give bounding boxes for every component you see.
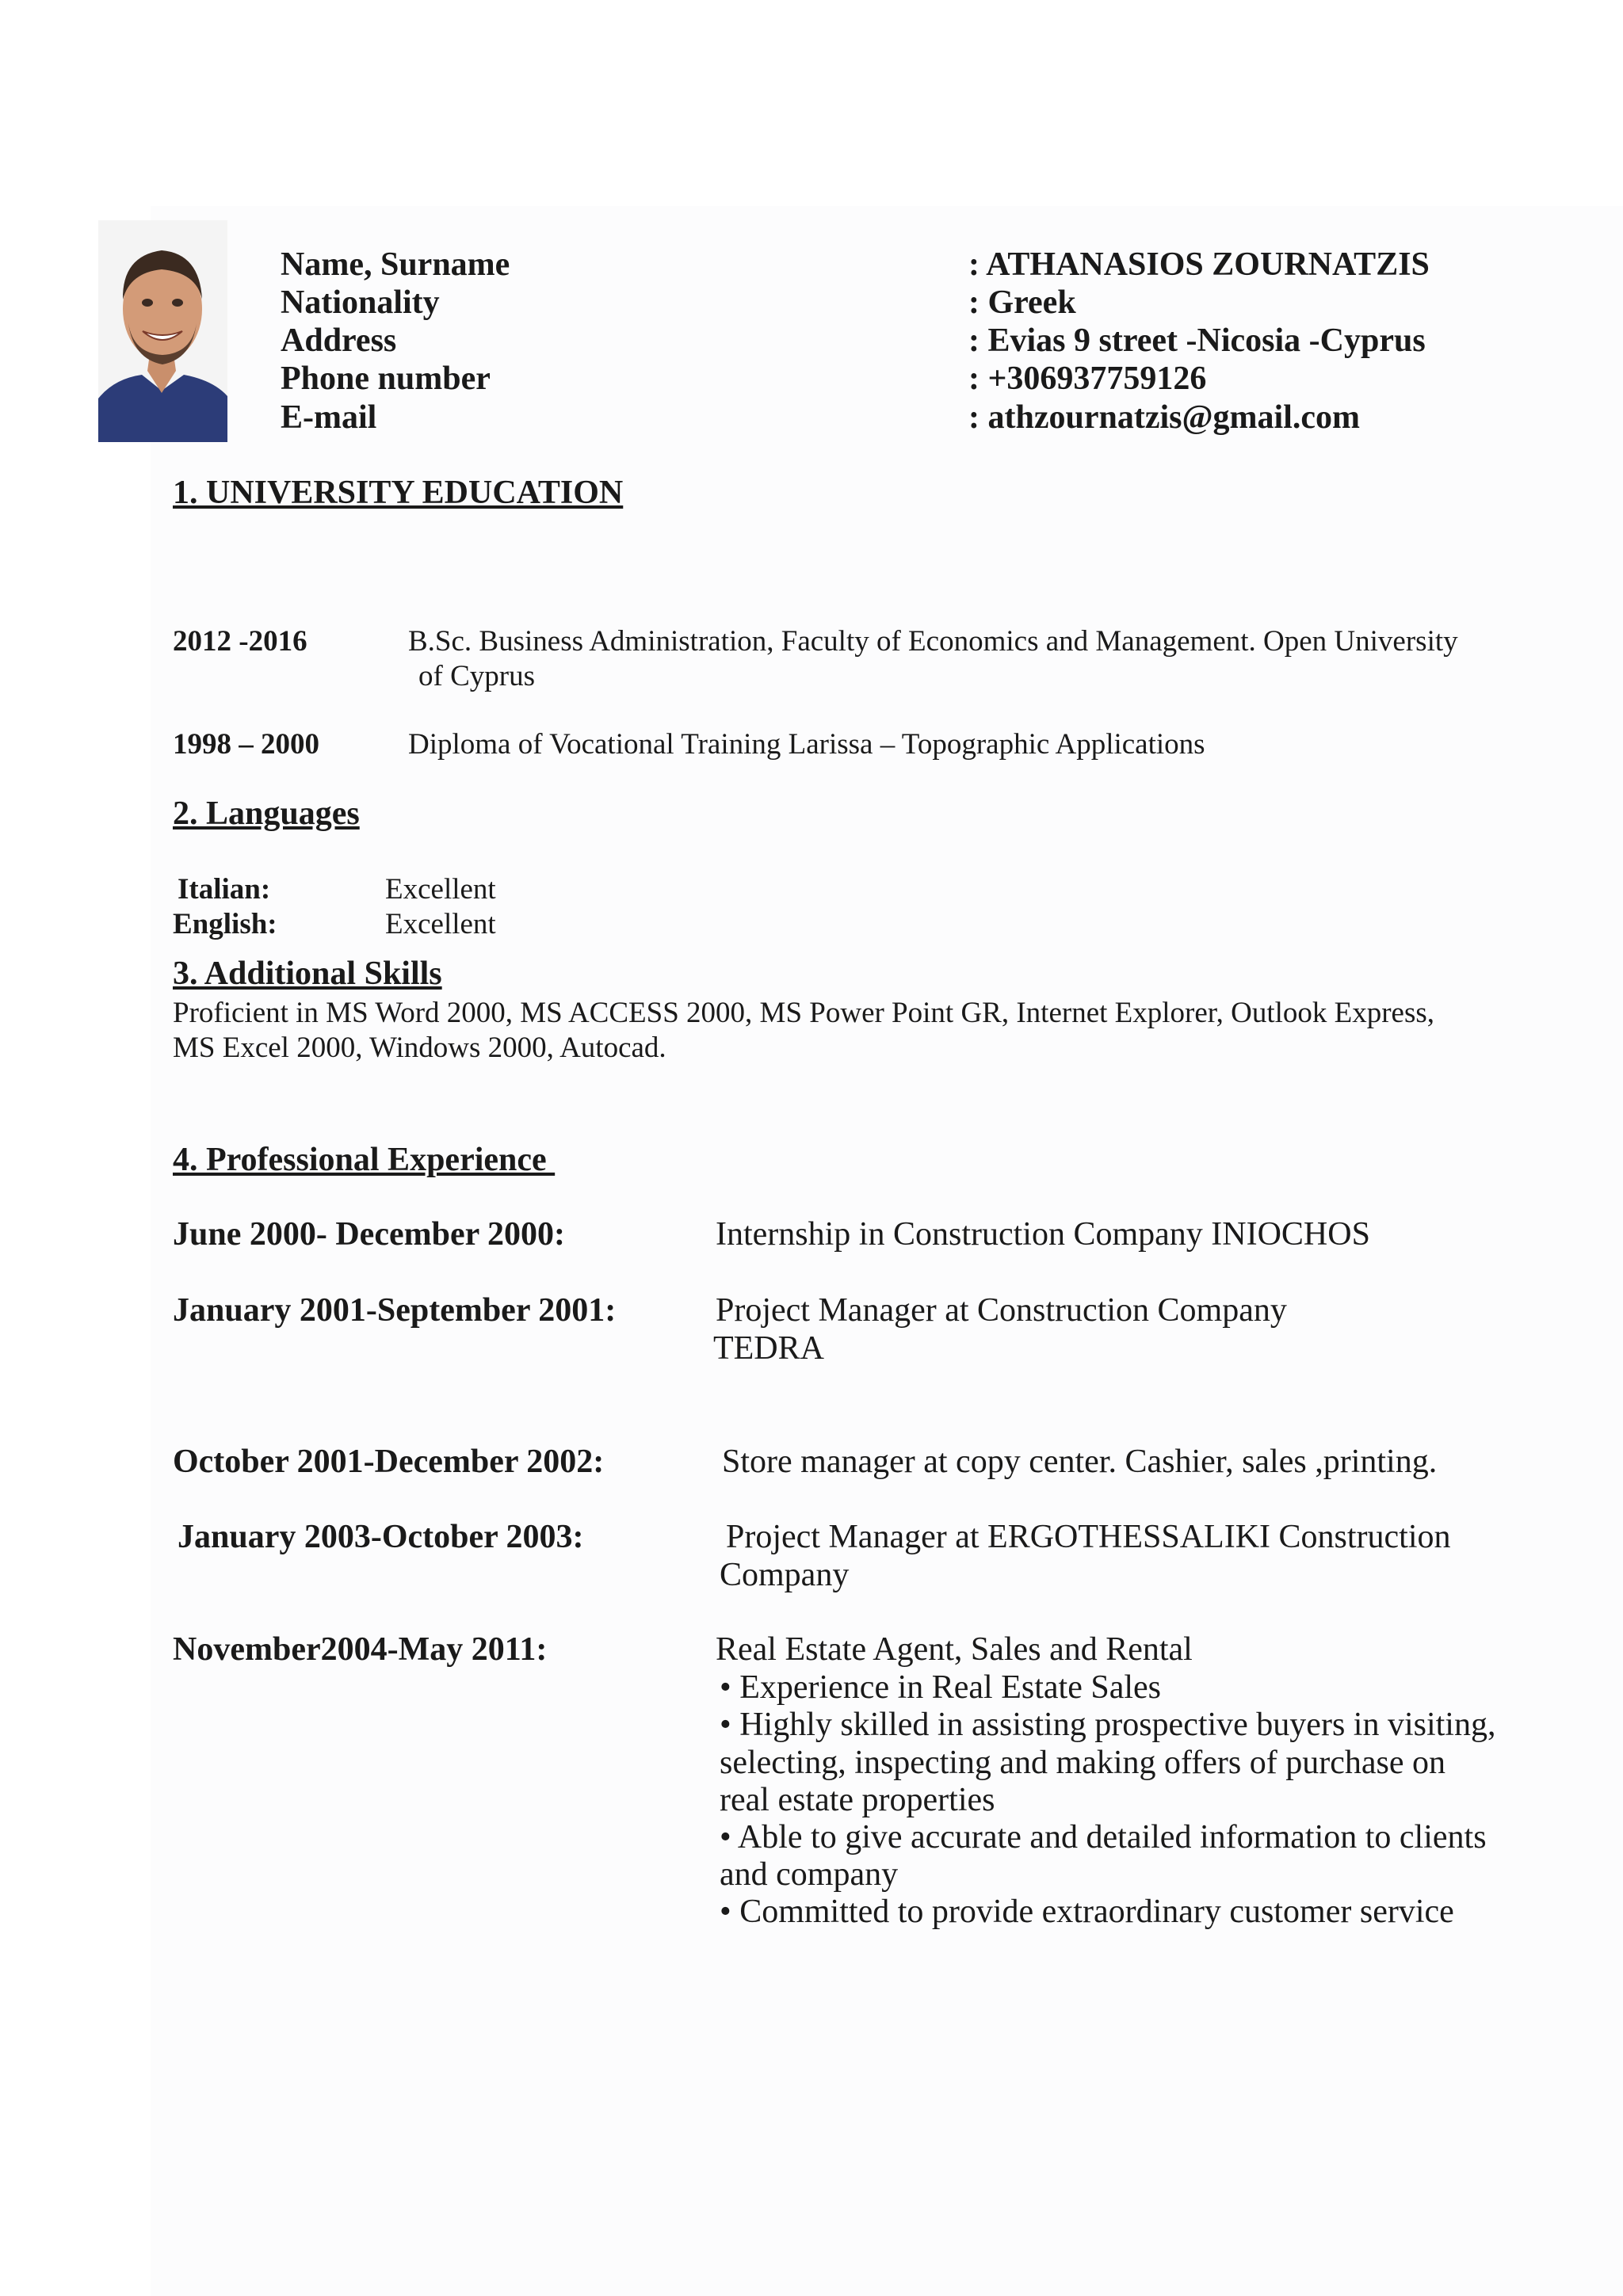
- email-value[interactable]: : athzournatzis@gmail.com: [968, 399, 1360, 436]
- address-label: Address: [281, 322, 397, 359]
- experience-bullet: • Experience in Real Estate Sales: [720, 1669, 1161, 1706]
- nationality-value: : Greek: [968, 284, 1076, 321]
- experience-description: Project Manager at ERGOTHESSALIKI Construction: [726, 1519, 1451, 1555]
- education-years: 2012 -2016: [173, 625, 307, 658]
- profile-photo: [98, 220, 227, 442]
- experience-description: Internship in Construction Company INIOCHOS: [716, 1216, 1370, 1253]
- education-degree: B.Sc. Business Administration, Faculty of Economics and Management. Open University: [408, 625, 1458, 658]
- languages-heading: 2. Languages: [173, 795, 360, 832]
- phone-value: : +306937759126: [968, 360, 1207, 397]
- language-name: Italian:: [178, 873, 271, 906]
- name-label: Name, Surname: [281, 246, 510, 283]
- education-years: 1998 – 2000: [173, 728, 319, 761]
- language-level: Excellent: [385, 873, 496, 906]
- experience-bullet: • Committed to provide extraordinary customer service: [720, 1894, 1454, 1930]
- experience-bullet: • Highly skilled in assisting prospective buyers in visiting,: [720, 1707, 1496, 1743]
- language-level: Excellent: [385, 908, 496, 940]
- name-value: : ATHANASIOS ZOURNATZIS: [968, 246, 1430, 283]
- email-label: E-mail: [281, 399, 377, 436]
- experience-period: October 2001-December 2002:: [173, 1444, 605, 1480]
- experience-period: June 2000- December 2000:: [173, 1216, 565, 1253]
- experience-bullet: • Able to give accurate and detailed information to clients: [720, 1819, 1487, 1855]
- skills-text-continued: MS Excel 2000, Windows 2000, Autocad.: [173, 1032, 666, 1064]
- experience-period: January 2003-October 2003:: [178, 1519, 584, 1555]
- language-name: English:: [173, 908, 277, 940]
- experience-description: Project Manager at Construction Company: [716, 1292, 1287, 1329]
- education-degree: Diploma of Vocational Training Larissa – Topographic Applications: [408, 728, 1205, 761]
- address-value: : Evias 9 street -Nicosia -Cyprus: [968, 322, 1426, 359]
- experience-description-continued: TEDRA: [713, 1330, 824, 1367]
- experience-description: Store manager at copy center. Cashier, sales ,printing.: [722, 1444, 1438, 1480]
- skills-heading: 3. Additional Skills: [173, 955, 442, 992]
- phone-label: Phone number: [281, 360, 491, 397]
- education-heading: 1. UNIVERSITY EDUCATION: [173, 475, 624, 511]
- education-degree-continued: of Cyprus: [418, 660, 535, 692]
- experience-heading: 4. Professional Experience: [173, 1142, 556, 1178]
- experience-bullet-continued: real estate properties: [720, 1782, 995, 1818]
- nationality-label: Nationality: [281, 284, 440, 321]
- experience-period: November2004-May 2011:: [173, 1631, 548, 1668]
- experience-bullet-continued: selecting, inspecting and making offers of purchase on: [720, 1745, 1445, 1781]
- experience-period: January 2001-September 2001:: [173, 1292, 617, 1329]
- experience-description-continued: Company: [720, 1557, 850, 1593]
- experience-description: Real Estate Agent, Sales and Rental: [716, 1631, 1193, 1668]
- skills-text: Proficient in MS Word 2000, MS ACCESS 2000, MS Power Point GR, Internet Explorer, Outlook Express,: [173, 997, 1435, 1029]
- experience-bullet-continued: and company: [720, 1856, 899, 1893]
